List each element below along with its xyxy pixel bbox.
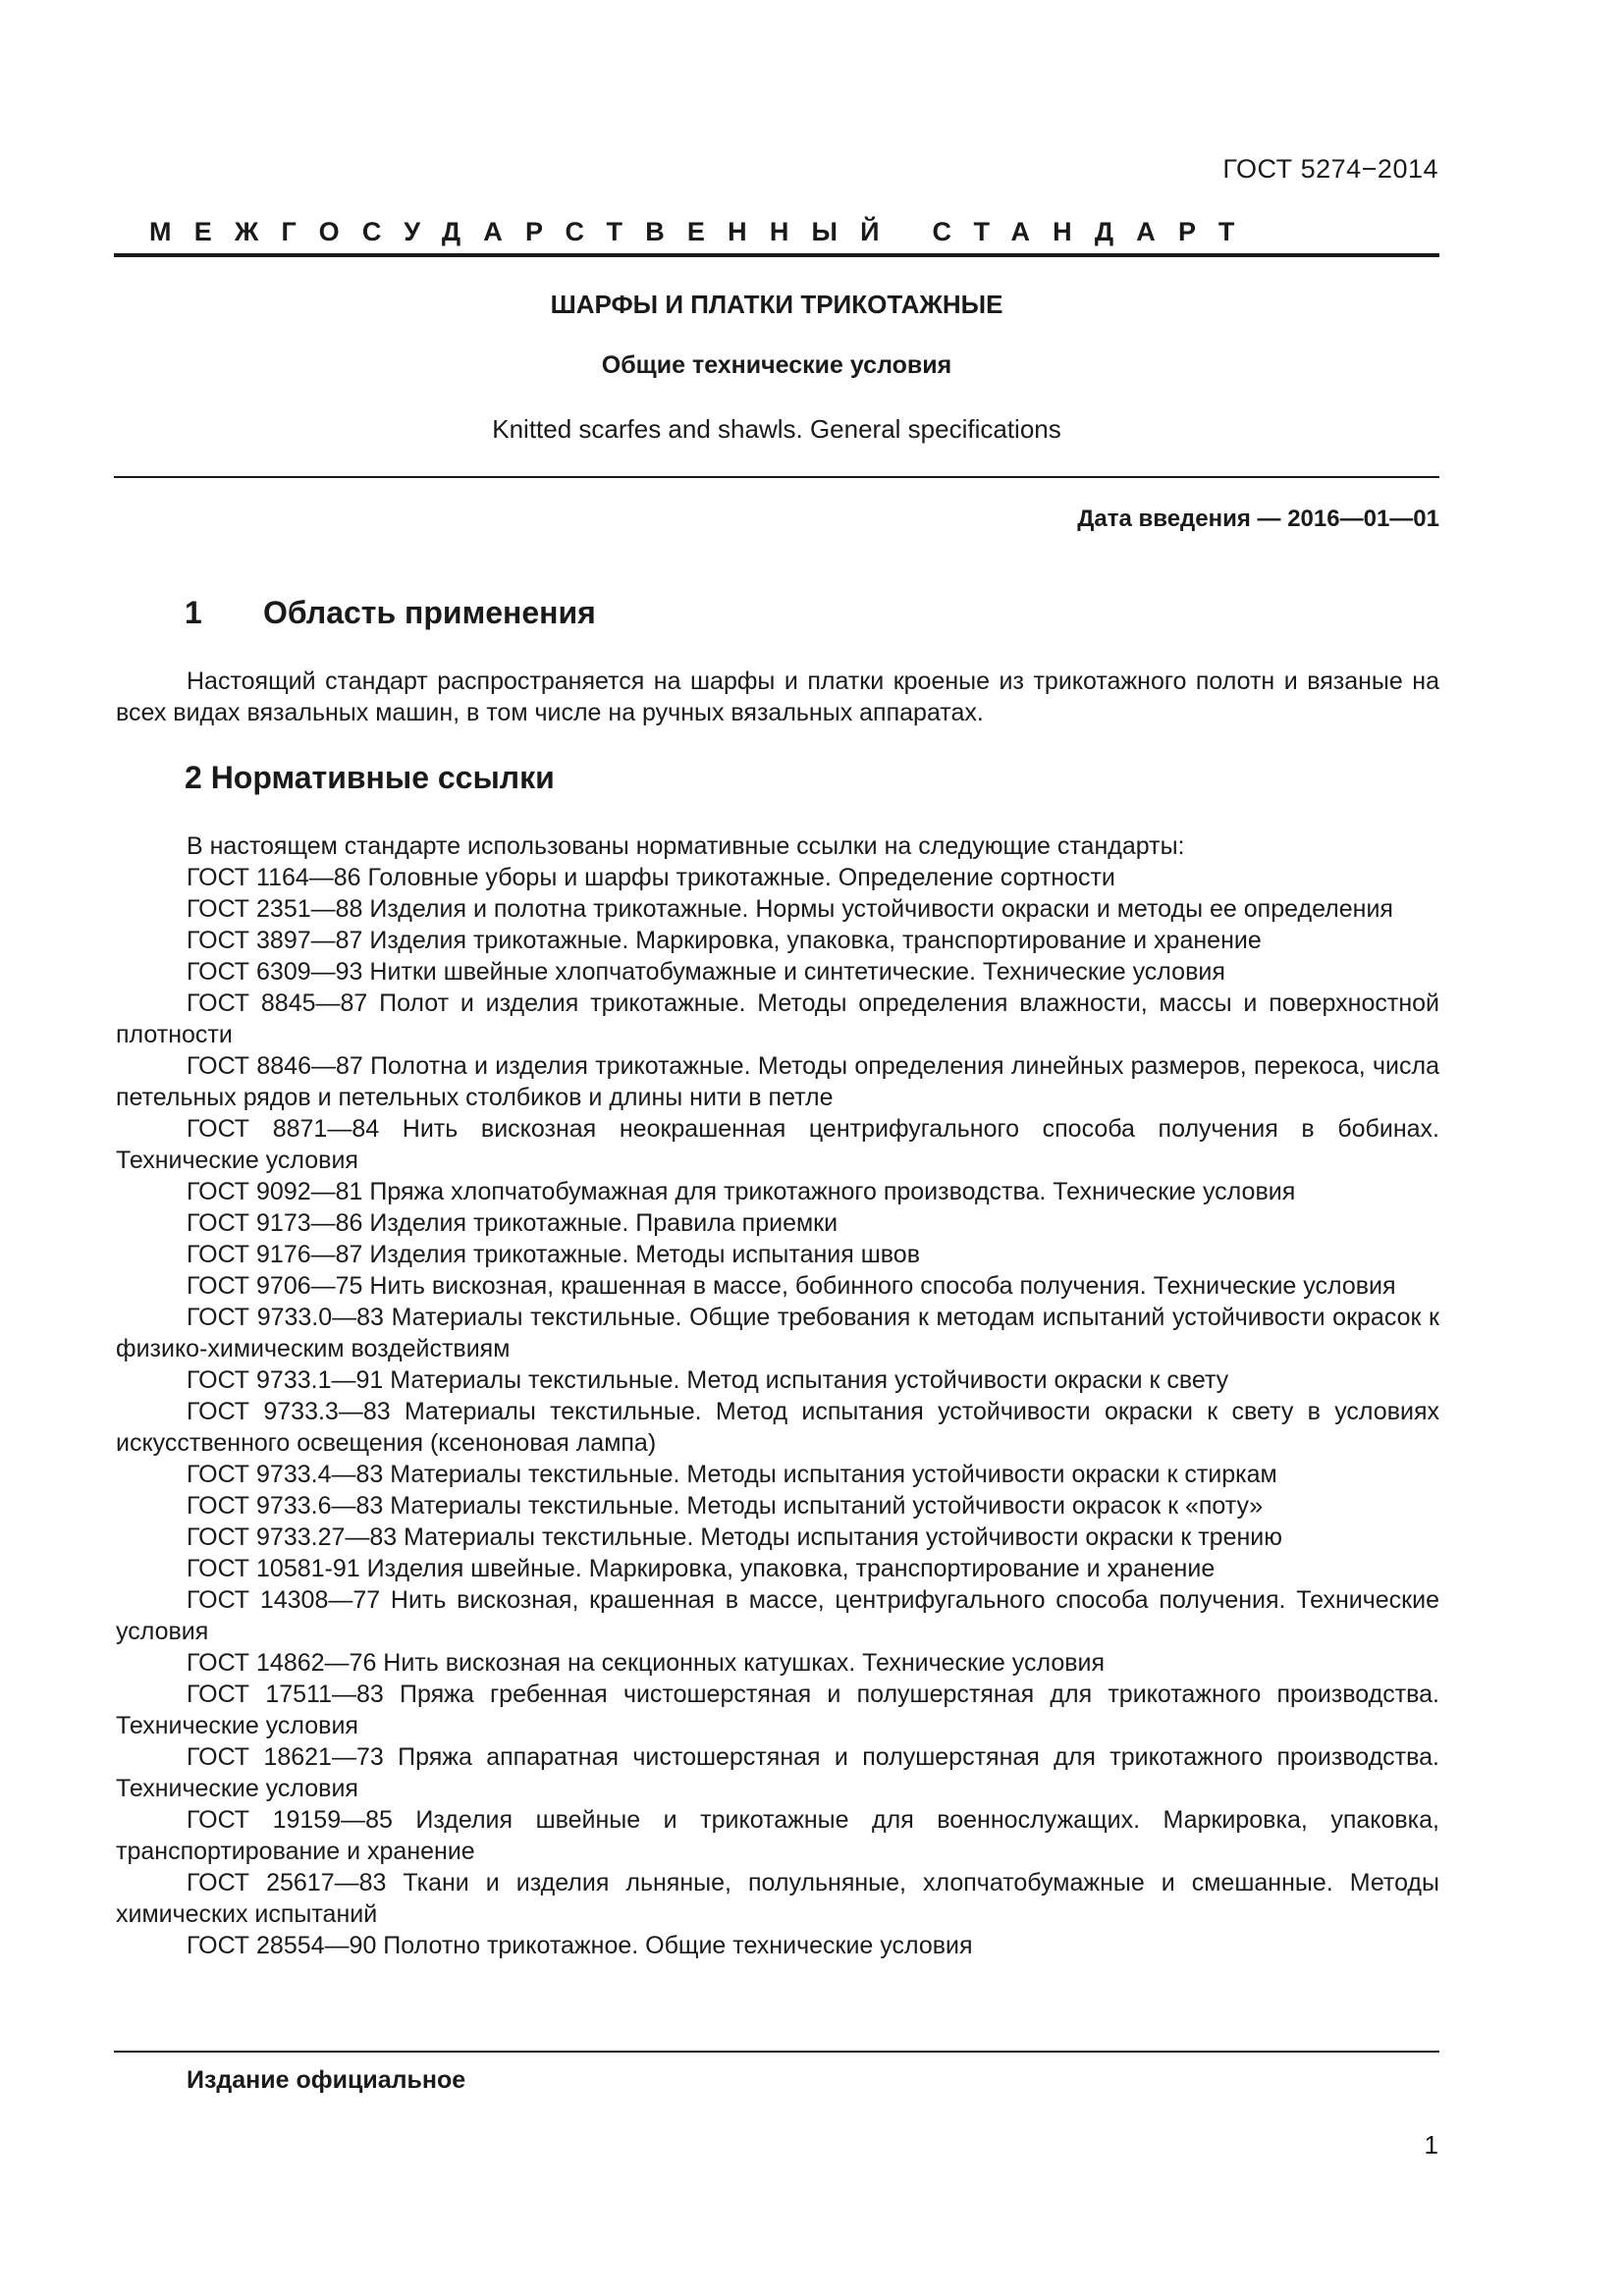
reference-item: ГОСТ 9092—81 Пряжа хлопчатобумажная для трикотажного производства. Технические условия bbox=[187, 1178, 1296, 1205]
section-1-body: Настоящий стандарт распространяется на шарфы и платки кроеные из трикотажного полотн и вязаные на всех видах вязальных машин, в том числе на ручных вязальных аппаратах. bbox=[116, 667, 1439, 726]
reference-item: ГОСТ 9733.0—83 Материалы текстильные. Общие требования к методам испытаний устойчивости окрасок к физико-химическим воздействиям bbox=[116, 1304, 1439, 1362]
reference-item: ГОСТ 28554—90 Полотно трикотажное. Общие технические условия bbox=[187, 1932, 973, 1959]
section-1-title: Область применения bbox=[263, 595, 596, 630]
reference-item: ГОСТ 6309—93 Нитки швейные хлопчатобумажные и синтетические. Технические условия bbox=[187, 958, 1225, 986]
reference-item: ГОСТ 17511—83 Пряжа гребенная чистошерстяная и полушерстяная для трикотажного производства. Технические условия bbox=[116, 1681, 1439, 1739]
reference-item: ГОСТ 2351—88 Изделия и полотна трикотажные. Нормы устойчивости окраски и методы ее определения bbox=[187, 895, 1393, 923]
reference-item: ГОСТ 9733.3—83 Материалы текстильные. Метод испытания устойчивости окраски к свету в условиях искусственного освещения (ксеноновая лампа) bbox=[116, 1398, 1439, 1457]
reference-item: ГОСТ 8871—84 Нить вискозная неокрашенная центрифугального способа получения в бобинах. Технические условия bbox=[116, 1115, 1439, 1174]
section-1-heading bbox=[185, 595, 596, 631]
reference-item: ГОСТ 9176—87 Изделия трикотажные. Методы испытания швов bbox=[187, 1241, 920, 1268]
introduction-date: Дата введения — 2016—01—01 bbox=[1077, 506, 1439, 532]
references-intro: В настоящем стандарте использованы нормативные ссылки на следующие стандарты: bbox=[187, 832, 1185, 860]
reference-item: ГОСТ 9733.1—91 Материалы текстильные. Метод испытания устойчивости окраски к свету bbox=[187, 1366, 1229, 1394]
reference-item: ГОСТ 10581-91 Изделия швейные. Маркировка, упаковка, транспортирование и хранение bbox=[187, 1555, 1216, 1582]
reference-item: ГОСТ 1164—86 Головные уборы и шарфы трикотажные. Определение сортности bbox=[187, 864, 1115, 891]
reference-item: ГОСТ 9733.6—83 Материалы текстильные. Методы испытаний устойчивости окрасок к «поту» bbox=[187, 1492, 1264, 1520]
section-2-heading: 2 Нормативные ссылки bbox=[185, 760, 555, 795]
reference-item: ГОСТ 9733.4—83 Материалы текстильные. Методы испытания устойчивости окраски к стиркам bbox=[187, 1461, 1277, 1488]
section-1-number: 1 bbox=[185, 595, 202, 630]
reference-item: ГОСТ 19159—85 Изделия швейные и трикотажные для военнослужащих. Маркировка, упаковка, транспортирование и хранение bbox=[116, 1806, 1439, 1865]
document-title: ШАРФЫ И ПЛАТКИ ТРИКОТАЖНЫЕ bbox=[550, 290, 1003, 319]
official-edition-label: Издание официальное bbox=[187, 2066, 466, 2094]
reference-item: ГОСТ 18621—73 Пряжа аппаратная чистошерстяная и полушерстяная для трикотажного производства. Технические условия bbox=[116, 1743, 1439, 1802]
document-subtitle: Общие технические условия bbox=[601, 351, 952, 379]
reference-item: ГОСТ 14862—76 Нить вискозная на секционных катушках. Технические условия bbox=[187, 1649, 1106, 1677]
reference-item: ГОСТ 14308—77 Нить вискозная, крашенная в массе, центрифугального способа получения. Технические условия bbox=[116, 1586, 1439, 1645]
reference-item: ГОСТ 3897—87 Изделия трикотажные. Маркировка, упаковка, транспортирование и хранение bbox=[187, 927, 1262, 954]
reference-item: ГОСТ 9706—75 Нить вискозная, крашенная в массе, бобинного способа получения. Технические условия bbox=[187, 1272, 1396, 1300]
reference-item: ГОСТ 9173—86 Изделия трикотажные. Правила приемки bbox=[187, 1209, 839, 1237]
title-divider bbox=[114, 476, 1439, 478]
document-title-english: Knitted scarfes and shawls. General specifications bbox=[492, 414, 1061, 444]
reference-item: ГОСТ 8846—87 Полотна и изделия трикотажные. Методы определения линейных размеров, перекоса, числа петельных рядов и петельных столбиков и длины нити в петле bbox=[116, 1052, 1439, 1111]
normative-references-list bbox=[116, 830, 1439, 1961]
footer-divider bbox=[114, 2051, 1439, 2053]
reference-item: ГОСТ 25617—83 Ткани и изделия льняные, полульняные, хлопчатобумажные и смешанные. Методы химических испытаний bbox=[116, 1869, 1439, 1928]
page-number: 1 bbox=[1424, 2130, 1438, 2160]
document-number: ГОСТ 5274−2014 bbox=[1222, 154, 1438, 184]
standard-type-heading: МЕЖГОСУДАРСТВЕННЫЙ СТАНДАРТ bbox=[149, 217, 1258, 246]
reference-item: ГОСТ 8845—87 Полот и изделия трикотажные. Методы определения влажности, массы и поверхностной плотности bbox=[116, 989, 1439, 1048]
reference-item: ГОСТ 9733.27—83 Материалы текстильные. Методы испытания устойчивости окраски к трению bbox=[187, 1523, 1283, 1551]
header-divider bbox=[114, 253, 1439, 257]
